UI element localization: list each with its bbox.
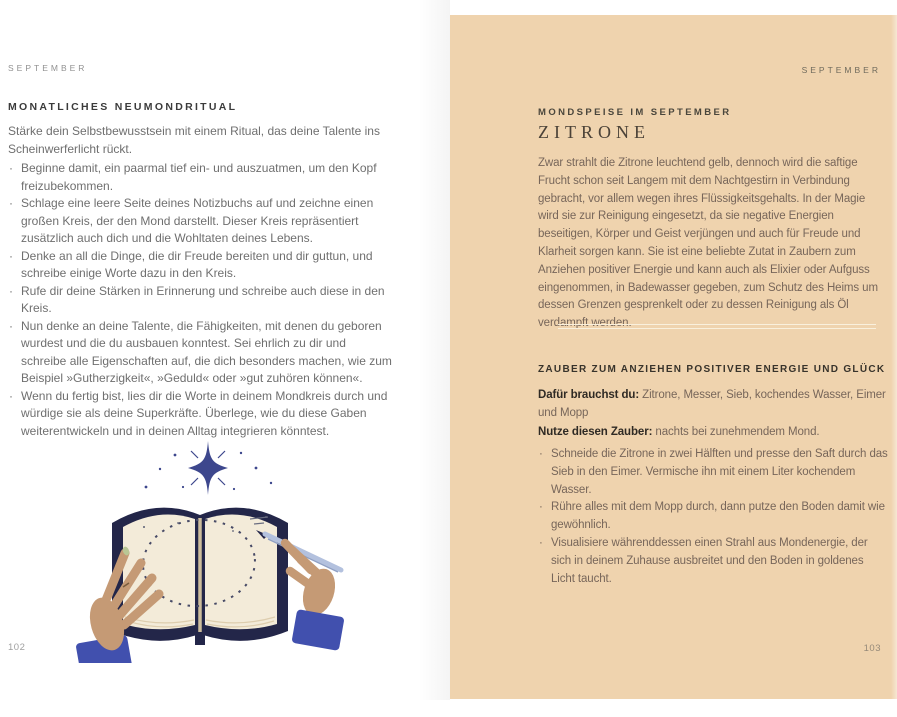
list-item: · Wenn du fertig bist, lies dir die Worte in deinem Mondkreis durch und würdige sie als deine Superkräfte. Überlege, wie du diese Gaben weiterentwickeln und in deinen Alltag integrieren könntest.: [8, 388, 394, 441]
open-book-illustration: [112, 508, 288, 645]
moon-notebook-illustration: [28, 435, 388, 663]
list-item: · Beginne damit, ein paarmal tief ein- und auszuatmen, um den Kopf freizubekommen.: [8, 160, 394, 195]
list-item: · Rufe dir deine Stärken in Erinnerung und schreibe auch diese in den Kreis.: [8, 283, 394, 318]
spine-shadow: [418, 0, 450, 700]
list-item: · Rühre alles mit dem Mopp durch, dann putze den Boden damit wie gewöhnlich.: [538, 499, 888, 535]
right-bullet-list: [538, 446, 888, 588]
section-divider: [558, 324, 876, 329]
list-item: · Denke an all die Dinge, die dir Freude bereiten und dir guttun, und schreibe einige Worte dazu in den Kreis.: [8, 248, 394, 283]
ingredients-line: [538, 387, 888, 423]
left-section-title: MONATLICHES NEUMONDRITUAL: [8, 101, 238, 113]
left-bullet-list: [8, 160, 394, 440]
left-page: [0, 0, 450, 700]
page-number-right: 103: [863, 643, 881, 654]
usage-text: nachts bei zunehmendem Mond.: [652, 426, 820, 438]
right-page: [450, 15, 897, 699]
usage-line: [538, 424, 888, 442]
left-intro-paragraph: Stärke dein Selbstbewusstsein mit einem Ritual, das deine Talente ins Scheinwerferlicht rückt.: [8, 124, 380, 156]
page-title-zitrone: ZITRONE: [538, 122, 650, 142]
ingredients-text: Zitrone, Messer, Sieb, kochendes Wasser, Eimer und Mopp: [538, 389, 886, 419]
running-header-right: SEPTEMBER: [801, 65, 881, 75]
list-item: · Nun denke an deine Talente, die Fähigkeiten, mit denen du geboren wurdest und die du ausbauen konntest. Sei ehrlich zu dir und schreibe alle Eigenschaften auf, die dich besonders machen, wie zum Beispiel »Gutherzigkeit«, »Geduld« oder »gut zuhören können«.: [8, 318, 394, 388]
page-number-left: 102: [8, 642, 26, 653]
sparkle-star-icon: [145, 441, 273, 495]
page-edge-highlight: [891, 15, 897, 699]
spell-heading: ZAUBER ZUM ANZIEHEN POSITIVER ENERGIE UND GLÜCK: [538, 364, 886, 375]
ingredients-label: Dafür brauchst du:: [538, 389, 640, 401]
list-item: · Schlage eine leere Seite deines Notizbuchs auf und zeichne einen großen Kreis, der den Mond darstellt. Dieser Kreis repräsentiert zusätzlich auch dich und die Wohltaten deines Lebens.: [8, 195, 394, 248]
usage-label: Nutze diesen Zauber:: [538, 426, 653, 438]
list-item: · Schneide die Zitrone in zwei Hälften und presse den Saft durch das Sieb in den Eimer. Vermische ihn mit einem Liter kochendem Wasser.: [538, 446, 888, 499]
running-header-left: SEPTEMBER: [8, 63, 88, 73]
moonfood-kicker: MONDSPEISE IM SEPTEMBER: [538, 107, 732, 118]
zitrone-body-paragraph: Zwar strahlt die Zitrone leuchtend gelb, dennoch wird die saftige Frucht schon seit Langem mit dem Nachtgestirn in Verbindung gebracht, vor allem wegen ihres Flüssigkeitsgehalts. In der Magie wird sie zur Reinigung eingesetzt, da sie negative Energien beseitigen, Körper und Geist verjüngen und auch für Freude und Klarheit sorgen kann. Sie ist eine beliebte Zutat in Zaubern zum Anziehen positiver Energie und kann auch als Elixier oder Aufguss eingenommen, in Badewasser gegeben, zum Schutz des Heims um dessen Grenzen gesprenkelt oder zu dessen Reinigung als Öl verdampft werden.: [538, 157, 878, 330]
list-item: · Visualisiere währenddessen einen Strahl aus Mondenergie, der sich in deinem Zuhause ausbreitet und den Boden in goldenes Licht taucht.: [538, 535, 888, 588]
